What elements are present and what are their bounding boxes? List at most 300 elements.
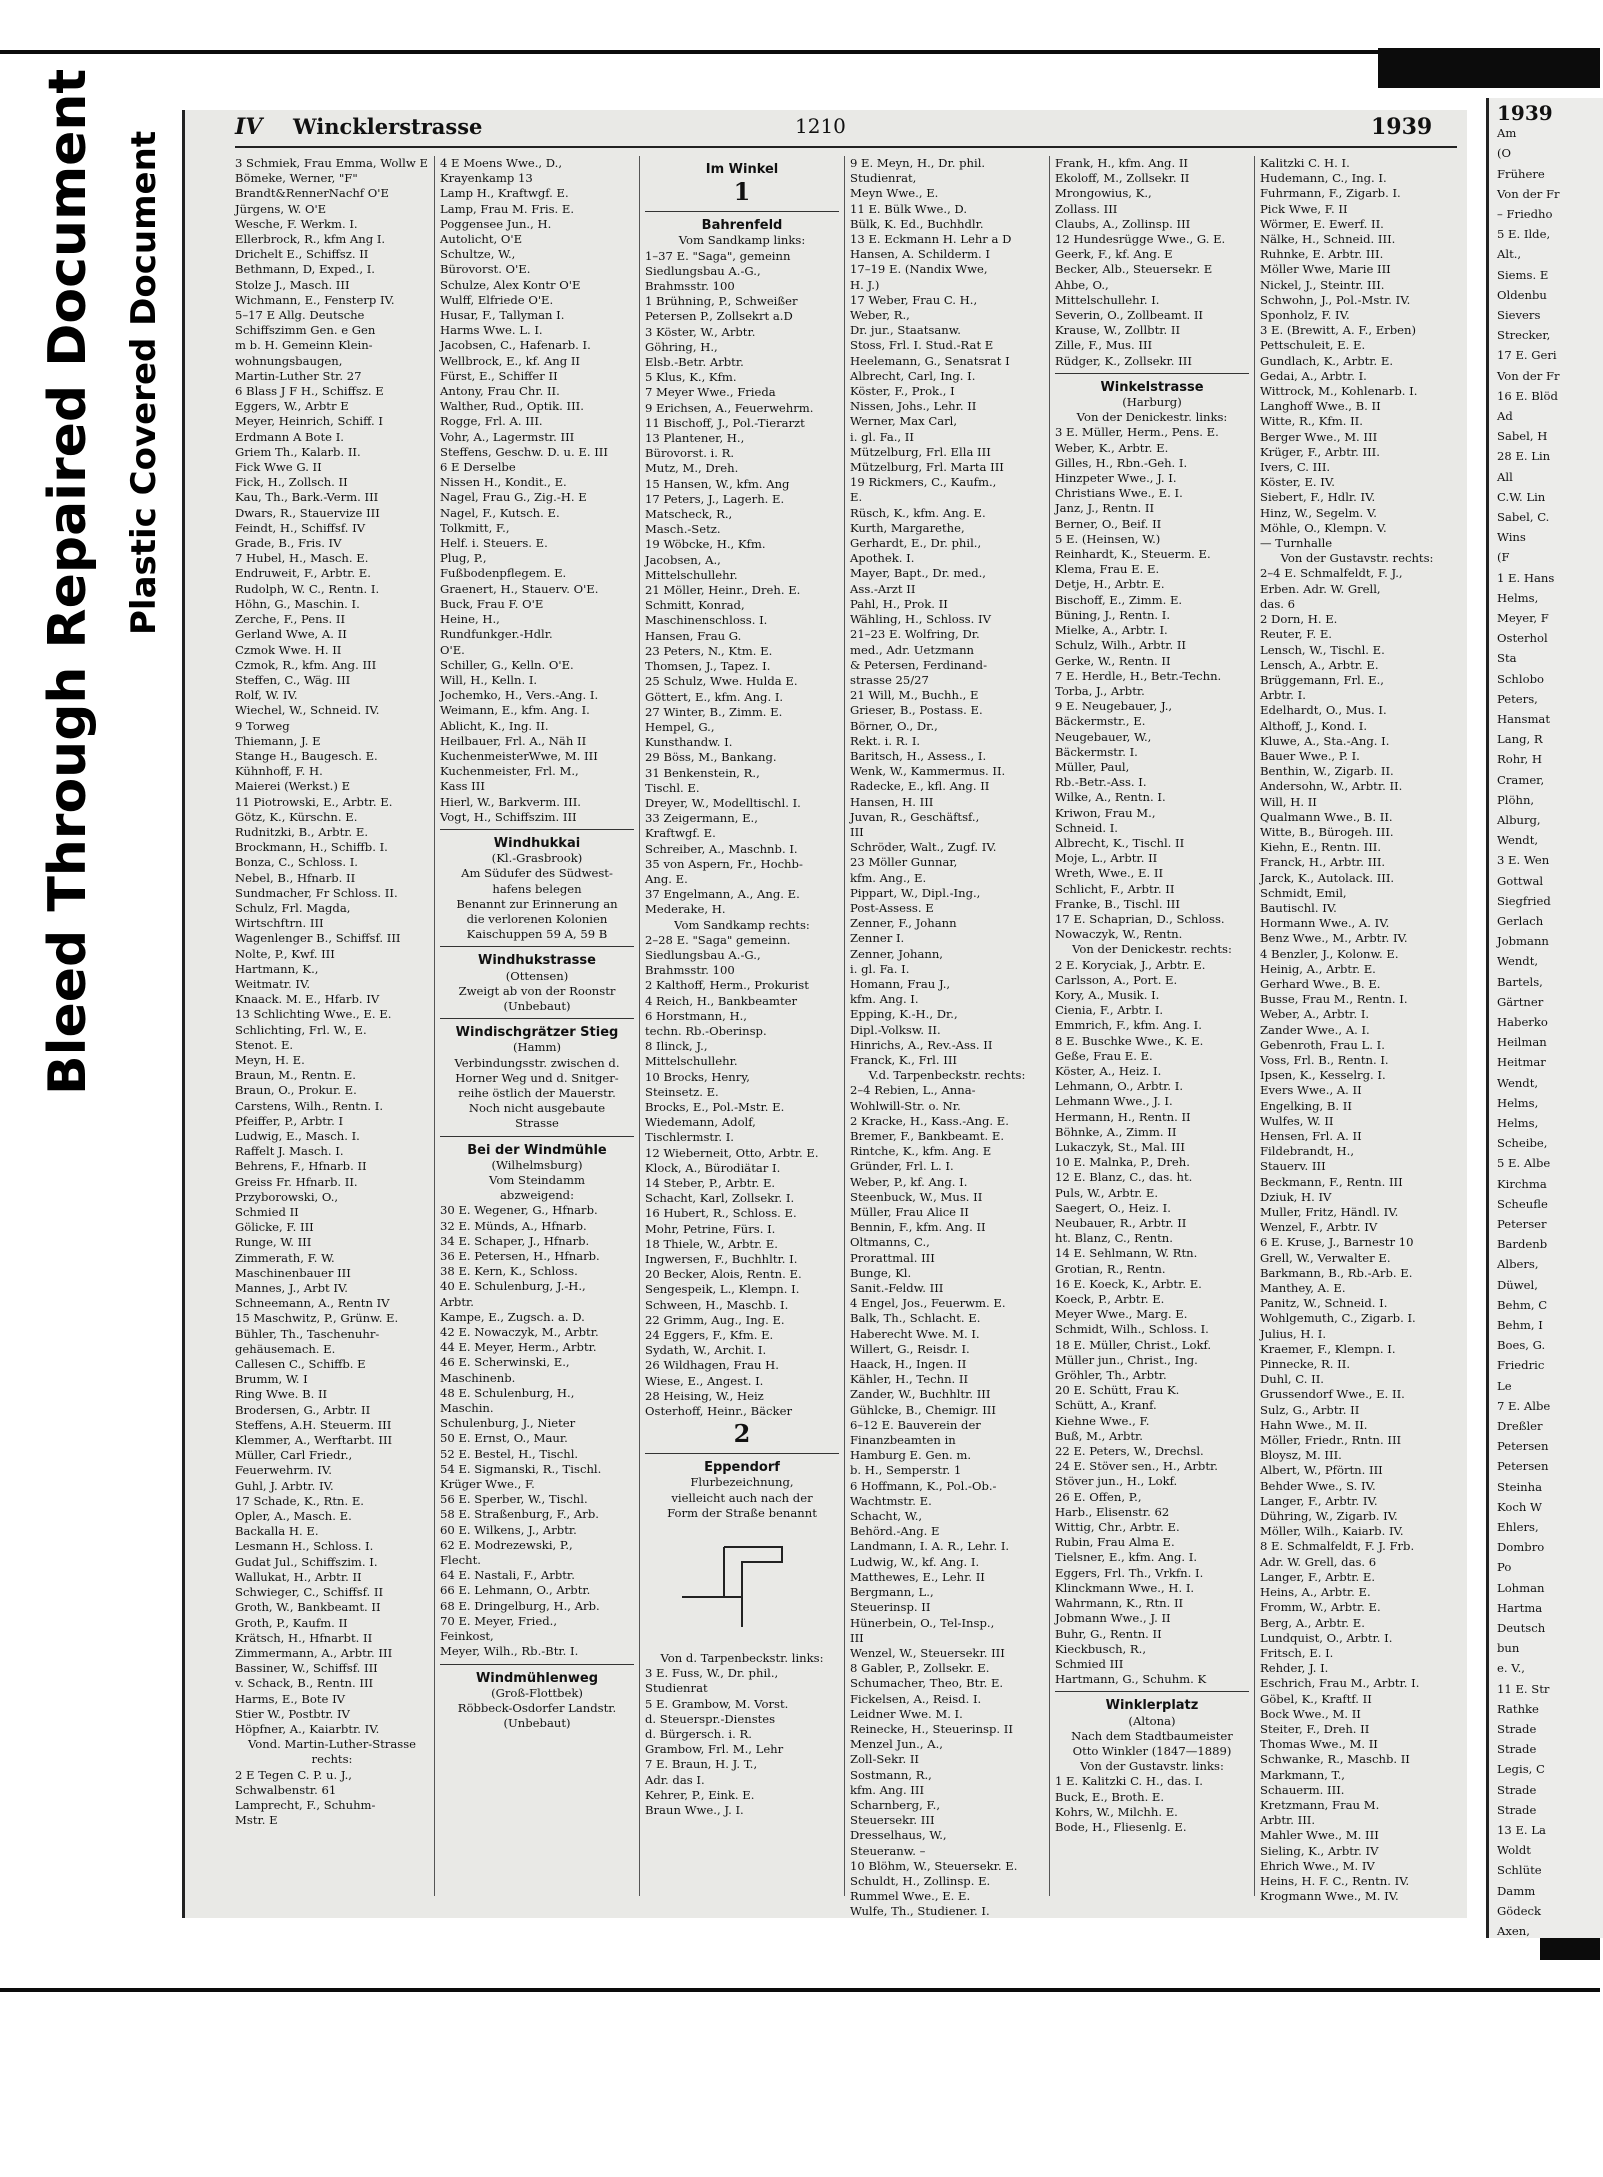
directory-entry: Finanzbeamten in (850, 1433, 956, 1448)
directory-entry: Arbtr. I. (1260, 688, 1306, 703)
directory-entry: Weitmatr. IV. (235, 976, 311, 991)
directory-entry: Jarck, K., Autolack. III. (1260, 870, 1395, 885)
directory-entry: 9 Erichsen, A., Feuerwehrm. (645, 400, 814, 415)
directory-entry: Nebel, B., Hfnarb. II (235, 870, 356, 885)
facing-page-text: Siegfried (1497, 893, 1551, 908)
facing-page-text: Gerlach (1497, 914, 1544, 928)
directory-entry: 13 Plantener, H., (645, 431, 745, 446)
directory-entry: vielleicht auch nach der (671, 1490, 813, 1505)
directory-entry: Meyn Wwe., E. (850, 186, 939, 201)
directory-entry: Ivers, C. III. (1260, 460, 1331, 475)
directory-entry: Rüdger, K., Zollsekr. III (1055, 353, 1192, 368)
directory-entry: die verlorenen Kolonien (466, 911, 608, 926)
directory-entry: Saegert, O., Heiz. I. (1055, 1200, 1171, 1215)
directory-entry: Noch nicht ausgebaute (468, 1101, 606, 1116)
facing-page-text: Strade (1497, 1742, 1537, 1757)
directory-entry: Fickelsen, A., Reisd. I. (850, 1691, 982, 1706)
directory-entry: 7 E. Herdle, H., Betr.-Techn. (1055, 668, 1222, 683)
directory-entry: Schacht, W., (850, 1509, 923, 1524)
directory-entry: Heins, H. F. C., Rentn. IV. (1260, 1873, 1410, 1888)
directory-entry: Brodersen, G., Arbtr. II (235, 1402, 371, 1417)
facing-page-text: Wendt, (1497, 833, 1539, 848)
directory-entry: Von d. Tarpenbeckstr. links: (660, 1651, 824, 1666)
facing-page-text: Rathke (1497, 1701, 1539, 1716)
facing-page-text: Woldt (1497, 1843, 1531, 1858)
directory-entry: 8 Ilinck, J., (645, 1039, 708, 1054)
directory-entry: — Turnhalle (1260, 536, 1333, 551)
facing-page-text: e. V., (1497, 1661, 1525, 1676)
directory-entry: Rudolph, W. C., Rentn. I. (235, 581, 380, 596)
directory-column (1260, 156, 1454, 1904)
facing-page-text: Sabel, H (1497, 429, 1548, 444)
directory-entry: Krüger Wwe., F. (440, 1477, 535, 1492)
directory-entry: KuchenmeisterWwe, M. III (440, 748, 598, 763)
facing-page-text: Schlobo (1497, 671, 1544, 686)
directory-entry: Bock Wwe., M. II (1260, 1706, 1361, 1721)
directory-entry: 5 E. (Heinsen, W.) (1055, 531, 1161, 546)
directory-entry: Kass III (440, 779, 485, 794)
directory-entry: 21 Will, M., Buchh., E (850, 688, 979, 703)
directory-entry: Grell, W., Verwalter E. (1260, 1250, 1391, 1265)
directory-entry: Nissen, Johs., Lehr. II (850, 399, 977, 414)
directory-entry: 4 Engel, Jos., Feuerwm. E. (850, 1296, 1006, 1311)
facing-page-text: 5 E. Albe (1497, 1156, 1551, 1171)
directory-entry: Bürovorst. O'E. (440, 262, 531, 277)
directory-entry: Walther, Rud., Optik. III. (440, 399, 584, 414)
facing-page-text: 13 E. La (1497, 1823, 1546, 1837)
directory-entry: Flurbezeichnung, (690, 1475, 794, 1490)
section-rule (645, 1453, 839, 1454)
directory-entry: 9 E. Neugebauer, J., (1055, 699, 1173, 714)
street-heading: Eppendorf (704, 1460, 780, 1476)
directory-entry: 50 E. Ernst, O., Maur. (440, 1431, 568, 1446)
directory-entry: Steffens, Geschw. D. u. E. III (440, 444, 608, 459)
directory-entry: Verbindungsstr. zwischen d. (454, 1055, 620, 1070)
facing-page-text: Helms, (1497, 590, 1539, 605)
directory-entry: Gilles, H., Rbn.-Geh. I. (1055, 455, 1188, 470)
directory-entry: Zenner, F., Johann (850, 916, 957, 931)
directory-entry: hafens belegen (492, 881, 582, 896)
facing-page-text: Behm, C (1497, 1297, 1548, 1312)
directory-entry: Hahn Wwe., M. II. (1260, 1417, 1368, 1432)
facing-page-text: Rohr, H (1497, 752, 1542, 767)
directory-entry: Benannt zur Erinnerung an (456, 896, 618, 911)
directory-entry: Benz Wwe., M., Arbtr. IV. (1260, 931, 1408, 946)
directory-entry: Knaack. M. E., Hfarb. IV (235, 992, 380, 1007)
directory-entry: Bischoff, E., Zimm. E. (1055, 592, 1183, 607)
directory-entry: Schlicht, F., Arbtr. II (1055, 881, 1175, 896)
directory-entry: 25 Schulz, Wwe. Hulda E. (645, 674, 798, 689)
street-sketch-map (662, 1527, 822, 1647)
directory-entry: Flecht. (440, 1553, 481, 1568)
directory-entry: Fick, H., Zollsch. II (235, 475, 348, 490)
directory-entry: Köster, A., Heiz. I. (1055, 1063, 1162, 1078)
directory-entry: Carstens, Wilh., Rentn. I. (235, 1098, 384, 1113)
directory-entry: 1–37 E. "Saga", gemeinn (645, 248, 791, 263)
directory-entry: Kohrs, W., Milchh. E. (1055, 1804, 1178, 1819)
directory-columns (235, 156, 1457, 1919)
directory-column (440, 156, 634, 1896)
directory-entry: Duhl, C. II. (1260, 1372, 1324, 1387)
directory-entry: Fuhrmann, F., Zigarb. I. (1260, 186, 1401, 201)
directory-entry: 42 E. Nowaczyk, M., Arbtr. (440, 1325, 599, 1340)
facing-page-text: Gottwal (1497, 873, 1544, 888)
directory-entry: Tischl. E. (645, 780, 700, 795)
directory-entry: Jacobsen, A., (645, 552, 721, 567)
directory-entry: Jacobsen, C., Hafenarb. I. (440, 338, 591, 353)
directory-entry: 9 Torweg (235, 718, 290, 733)
directory-entry: Feuerwehrm. IV. (235, 1463, 332, 1478)
directory-entry: Berg, A., Arbtr. E. (1260, 1615, 1365, 1630)
facing-page-text: Hartma (1497, 1600, 1543, 1615)
directory-entry: Steiter, F., Dreh. II (1260, 1721, 1370, 1736)
volume-number: IV (235, 114, 263, 140)
directory-entry: Mrongowius, K., (1055, 186, 1152, 201)
directory-entry: Dipl.-Volksw. II. (850, 1022, 941, 1037)
directory-entry: Zerche, F., Pens. II (235, 612, 346, 627)
directory-entry: Meyer, Wilh., Rb.-Btr. I. (440, 1644, 579, 1659)
directory-entry: Baritsch, H., Assess., I. (850, 748, 987, 763)
directory-entry: Von der Gustavstr. rechts: (1280, 551, 1434, 566)
directory-entry: Albrecht, K., Tischl. II (1055, 835, 1185, 850)
directory-entry: 11 E. Bülk Wwe., D. (850, 201, 968, 216)
scan-edge-top-right (1378, 48, 1600, 88)
directory-entry: Wallukat, H., Arbtr. II (235, 1569, 362, 1584)
directory-entry: Meyer, Heinrich, Schiff. I (235, 414, 383, 429)
directory-entry: Willert, G., Reisdr. I. (850, 1341, 970, 1356)
directory-entry: 17 Schade, K., Rtn. E. (235, 1493, 364, 1508)
directory-entry: Steueranw. – (850, 1843, 926, 1858)
facing-page-text: 1 E. Hans (1497, 570, 1555, 585)
directory-entry: Hormann Wwe., A. IV. (1260, 916, 1390, 931)
directory-entry: Brocks, E., Pol.-Mstr. E. (645, 1099, 785, 1114)
directory-entry: Brüggemann, Frl. E., (1260, 672, 1384, 687)
facing-page-text: 7 E. Albe (1497, 1398, 1551, 1413)
directory-entry: 4 Reich, H., Bankbeamter (645, 993, 798, 1008)
directory-entry: Leidner Wwe. M. I. (850, 1706, 963, 1721)
directory-entry: Reuter, F. E. (1260, 627, 1332, 642)
directory-entry: 62 E. Modrezewski, P., (440, 1537, 573, 1552)
directory-entry: 60 E. Wilkens, J., Arbtr. (440, 1522, 577, 1537)
directory-entry: Kieckbusch, R., (1055, 1641, 1147, 1656)
directory-entry: Schmidt, Emil, (1260, 885, 1347, 900)
directory-entry: Rolf, W. IV. (235, 688, 298, 703)
facing-page-text: Ad (1497, 409, 1513, 423)
directory-entry: Steffen, C., Wäg. III (235, 672, 351, 687)
directory-entry: Hartmann, K., (235, 961, 319, 976)
directory-entry: Lehmann, O., Arbtr. I. (1055, 1079, 1184, 1094)
directory-entry: Braun, O., Prokur. E. (235, 1083, 357, 1098)
street-heading: Windischgrätzer Stieg (455, 1025, 619, 1041)
directory-entry: 10 Brocks, Henry, (645, 1069, 750, 1084)
facing-page-text: Lohman (1497, 1580, 1545, 1595)
directory-entry: 15 Maschwitz, P., Grünw. E. (235, 1311, 399, 1326)
directory-entry: Bäckermstr., E. (1055, 714, 1146, 729)
directory-entry: 8 E. Buschke Wwe., K. E. (1055, 1033, 1204, 1048)
directory-entry: Becker, Alb., Steuersekr. E (1055, 262, 1213, 277)
directory-entry: Müller, Frau Alice II (850, 1205, 969, 1220)
directory-entry: Julius, H. I. (1260, 1326, 1327, 1341)
directory-entry: Dziuk, H. IV (1260, 1189, 1332, 1204)
directory-entry: Koeck, P., Arbtr. E. (1055, 1292, 1165, 1307)
directory-entry: Gerke, W., Rentn. II (1055, 653, 1171, 668)
directory-entry: Franck, K., Frl. III (850, 1052, 957, 1067)
directory-entry: Müller, Carl Friedr., (235, 1448, 353, 1463)
facing-page-text: Scheibe, (1497, 1136, 1548, 1151)
directory-entry: Schuldt, H., Zollinsp. E. (850, 1873, 991, 1888)
directory-entry: Gedai, A., Arbtr. I. (1260, 368, 1367, 383)
directory-entry: 3 Köster, W., Arbtr. (645, 324, 756, 339)
directory-entry: Schulz, Wilh., Arbtr. II (1055, 638, 1187, 653)
directory-entry: 12 Wieberneit, Otto, Arbtr. E. (645, 1145, 819, 1160)
directory-entry: Wirtschftrn. III (235, 916, 324, 931)
facing-page-text: Strecker, (1497, 328, 1551, 343)
directory-entry: Edelhardt, O., Mus. I. (1260, 703, 1387, 718)
section-rule (440, 1136, 634, 1137)
directory-entry: Hansen, A. Schilderm. I (850, 247, 990, 262)
directory-entry: Kluwe, A., Sta.-Ang. I. (1260, 733, 1390, 748)
directory-entry: (Harburg) (1122, 395, 1182, 410)
directory-entry: Christians Wwe., E. I. (1055, 486, 1183, 501)
directory-entry: Wittrock, M., Kohlenarb. I. (1260, 384, 1418, 399)
directory-entry: Weber, P., kf. Ang. I. (850, 1174, 968, 1189)
directory-entry: Jochemko, H., Vers.-Ang. I. (440, 688, 599, 703)
plastic-covered-label: Plastic Covered Document (124, 130, 164, 635)
directory-entry: Ludwig, E., Masch. I. (235, 1129, 360, 1143)
facing-page-text: Dombro (1497, 1540, 1545, 1555)
directory-entry: Neugebauer, W., (1055, 729, 1152, 744)
directory-entry: Vogt, H., Schiffszim. III (440, 809, 577, 824)
directory-entry: Schiffszimm Gen. e Gen (235, 323, 376, 338)
directory-entry: Mederake, H. (645, 902, 726, 917)
facing-page-text: Helms, (1497, 1095, 1539, 1110)
directory-entry: Wähling, H., Schloss. IV (850, 612, 991, 627)
facing-page-text: Strade (1497, 1722, 1537, 1736)
directory-entry: Feinkost, (440, 1629, 494, 1644)
directory-entry: Gölicke, F. III (235, 1220, 314, 1235)
directory-entry: Schmied III (1055, 1656, 1124, 1671)
directory-entry: Geße, Frau E. E. (1055, 1048, 1153, 1063)
directory-entry: Rb.-Betr.-Ass. I. (1055, 775, 1147, 790)
facing-page-text: Strade (1497, 1782, 1537, 1797)
directory-entry: 5–17 E Allg. Deutsche (235, 308, 365, 323)
directory-entry: Gundlach, K., Arbtr. E. (1260, 353, 1394, 368)
facing-page-text: Sta (1497, 651, 1517, 666)
directory-entry: Rubin, Frau Alma E. (1055, 1535, 1175, 1550)
directory-entry: Jürgens, W. O'E (235, 201, 327, 216)
directory-entry: Adr. W. Grell, das. 6 (1260, 1554, 1377, 1569)
directory-entry: Will, H. II (1260, 794, 1317, 809)
directory-entry: Heinig, A., Arbtr. E. (1260, 961, 1376, 976)
directory-entry: Poggensee Jun., H. (440, 216, 552, 231)
facing-page-text: (F (1497, 550, 1510, 565)
scan-edge-bottom (0, 1988, 1600, 1992)
directory-entry: Wichmann, E., Fensterp IV. (235, 292, 395, 307)
directory-entry: Feindt, H., Schiffsf. IV (235, 520, 366, 535)
directory-entry: Dresselhaus, W., (850, 1828, 947, 1843)
directory-entry: Adr. das I. (645, 1772, 705, 1787)
directory-entry: Lukaczyk, St., Mal. III (1055, 1140, 1185, 1154)
directory-entry: Kraftwgf. E. (645, 826, 716, 841)
directory-entry: 22 E. Peters, W., Drechsl. (1055, 1444, 1204, 1459)
directory-entry: Gröhler, Th., Arbtr. (1055, 1368, 1167, 1383)
facing-page-text: Haberko (1497, 1015, 1548, 1029)
directory-entry: Janz, J., Rentn. II (1055, 501, 1155, 516)
directory-entry: Stange H., Baugesch. E. (235, 748, 378, 763)
directory-entry: Benthin, W., Zigarb. II. (1260, 764, 1394, 779)
directory-entry: 6–12 E. Bauverein der (850, 1417, 981, 1432)
directory-entry: 31 Benkenstein, R., (645, 765, 760, 780)
directory-entry: Siedlungsbau A.-G., (645, 947, 761, 962)
directory-entry: Thomas Wwe., M. II (1260, 1737, 1378, 1752)
directory-entry: Wenk, W., Kammermus. II. (850, 764, 1006, 779)
directory-entry: Wenzel, F., Arbtr. IV (1260, 1220, 1378, 1235)
directory-entry: Matthewes, E., Lehr. II (850, 1569, 985, 1584)
directory-entry: Scharnberg, F., (850, 1797, 941, 1812)
directory-entry: Göbel, K., Kraftf. II (1260, 1691, 1372, 1706)
facing-page-text: Albers, (1497, 1257, 1539, 1272)
directory-entry: Czmok, R., kfm. Ang. III (235, 657, 377, 672)
directory-entry: 13 E. Eckmann H. Lehr a D (850, 232, 1012, 247)
directory-entry: Höhn, G., Maschin. I. (235, 596, 360, 611)
directory-entry: Schwalbenstr. 61 (235, 1782, 337, 1797)
directory-entry: Zander Wwe., A. I. (1260, 1022, 1370, 1037)
directory-entry: 8 E. Schmalfeldt, F. J. Frb. (1260, 1539, 1415, 1554)
directory-entry: (Altona) (1128, 1713, 1176, 1728)
directory-entry: 68 E. Dringelburg, H., Arb. (440, 1598, 600, 1613)
directory-entry: Runge, W. III (235, 1235, 312, 1250)
directory-entry: Grotian, R., Rentn. (1055, 1261, 1166, 1276)
directory-entry: 6 Blass J F H., Schiffsz. E (235, 384, 384, 399)
directory-entry: Franke, B., Tischl. III (1055, 896, 1180, 911)
directory-entry: Backalla H. E. (235, 1524, 319, 1539)
directory-entry: Jobmann Wwe., J. II (1055, 1611, 1171, 1626)
directory-entry: Mielke, A., Arbtr. I. (1055, 623, 1168, 638)
directory-entry: Czmok Wwe. H. II (235, 642, 342, 657)
directory-entry: Nälke, H., Schneid. III. (1260, 232, 1396, 247)
directory-entry: Studienrat, (850, 171, 917, 186)
directory-entry: 37 Engelmann, A., Ang. E. (645, 887, 800, 902)
directory-entry: techn. Rb.-Oberinsp. (645, 1023, 767, 1038)
facing-page-text: Bartels, (1497, 974, 1543, 989)
directory-entry: Möller Wwe, Marie III (1260, 262, 1391, 277)
directory-entry: Buß, M., Arbtr. (1055, 1428, 1143, 1443)
directory-entry: Juvan, R., Geschäftsf., (850, 809, 980, 824)
directory-entry: Stauerv. III (1260, 1159, 1326, 1174)
directory-entry: Brumm, W. I (235, 1372, 308, 1387)
street-heading: Windhukstrasse (478, 953, 596, 969)
directory-entry: strasse 25/27 (850, 672, 929, 687)
directory-entry: Hudemann, C., Ing. I. (1260, 171, 1387, 186)
directory-entry: Fromm, W., Arbtr. E. (1260, 1600, 1381, 1615)
directory-entry: Autolicht, O'E (440, 232, 523, 247)
directory-entry: III (850, 1630, 864, 1645)
directory-entry: Klemmer, A., Werftarbt. III (235, 1433, 393, 1448)
directory-entry: Börner, O., Dr., (850, 718, 938, 733)
directory-entry: Cienia, F., Arbtr. I. (1055, 1003, 1164, 1018)
directory-entry: Osterhoff, Heinr., Bäcker (645, 1404, 792, 1419)
directory-entry: Sengespeik, L., Klempn. I. (645, 1282, 800, 1297)
facing-page-text: Sievers (1497, 308, 1541, 322)
facing-page-text: Plöhn, (1497, 792, 1535, 807)
facing-page-text: Behm, I (1497, 1318, 1543, 1332)
directory-entry: Albert, W., Pförtn. III (1260, 1463, 1383, 1478)
directory-entry: 8 Gabler, P., Zollsekr. E. (850, 1661, 990, 1676)
directory-entry: & Petersen, Ferdinand- (850, 657, 987, 672)
directory-entry: Kory, A., Musik. I. (1055, 987, 1160, 1002)
directory-entry: 14 Steber, P., Arbtr. E. (645, 1176, 776, 1190)
directory-entry: III (850, 824, 864, 839)
directory-entry: Langer, F., Arbtr. IV. (1260, 1493, 1378, 1508)
directory-entry: (Unbebaut) (503, 1716, 571, 1731)
directory-entry: Sydath, W., Archit. I. (645, 1343, 767, 1358)
directory-entry: wohnungsbaugen, (235, 353, 343, 368)
directory-entry: Sanit.-Feldw. III (850, 1281, 944, 1296)
directory-entry: Opler, A., Masch. E. (235, 1509, 352, 1524)
directory-entry: Braun Wwe., J. I. (645, 1803, 744, 1818)
facing-page-text: Wins (1497, 530, 1526, 545)
directory-entry: Wittig, Chr., Arbtr. E. (1055, 1520, 1180, 1535)
directory-entry: O'E. (440, 642, 465, 657)
directory-entry: Lensch, W., Tischl. E. (1260, 642, 1385, 657)
directory-entry: Zoll-Sekr. II (850, 1752, 919, 1767)
directory-column (235, 156, 429, 1896)
directory-entry: 36 E. Petersen, H., Hfnarb. (440, 1249, 600, 1264)
facing-page-text: Damm (1497, 1883, 1536, 1898)
directory-entry: Fürst, E., Schiffer II (440, 368, 558, 383)
directory-entry: Andersohn, W., Arbtr. II. (1260, 779, 1403, 794)
directory-entry: 66 E. Lehmann, O., Arbtr. (440, 1583, 591, 1598)
directory-entry: 46 E. Scherwinski, E., (440, 1355, 570, 1370)
directory-entry: 17 Peters, J., Lagerh. E. (645, 491, 785, 506)
directory-entry: 1 E. Kalitzki C. H., das. I. (1055, 1774, 1203, 1789)
directory-entry: Harms Wwe. L. I. (440, 323, 543, 338)
directory-entry: Form der Straße benannt (667, 1505, 817, 1520)
directory-entry: Oltmanns, C., (850, 1235, 930, 1250)
directory-entry: Krätsch, H., Hfnarbt. II (235, 1630, 373, 1645)
directory-entry: med., Adr. Uetzmann (850, 642, 975, 657)
directory-entry: Kraemer, F., Klempn. I. (1260, 1341, 1396, 1356)
directory-entry: 29 Böss, M., Bankang. (645, 750, 777, 765)
facing-page-text: Frühere (1497, 166, 1545, 181)
directory-entry: Busse, Frau M., Rentn. I. (1260, 992, 1408, 1007)
directory-entry: 17 Weber, Frau C. H., (850, 292, 978, 307)
directory-entry: Bäckermstr. I. (1055, 744, 1138, 759)
column-divider (844, 156, 845, 1896)
directory-entry: 7 E. Braun, H. J. T., (645, 1757, 758, 1772)
directory-entry: Pfeiffer, P., Arbtr. I (235, 1113, 344, 1128)
directory-entry: Siedlungsbau A.-G., (645, 263, 761, 278)
directory-entry: 1 (733, 177, 751, 207)
directory-entry: kfm. Ang. I. (850, 992, 919, 1007)
directory-entry: Berger Wwe., M. III (1260, 429, 1378, 444)
directory-column (850, 156, 1044, 1919)
directory-entry: Lamprecht, F., Schuhm- (235, 1797, 376, 1812)
directory-entry: Zollass. III (1055, 201, 1118, 216)
facing-page-text: Cramer, (1497, 772, 1545, 787)
directory-entry: Zimmermann, A., Arbtr. III (235, 1645, 393, 1660)
street-heading: Bahrenfeld (701, 218, 783, 234)
facing-page-text: Am (1497, 126, 1517, 141)
facing-page-text: Kirchma (1497, 1176, 1547, 1191)
directory-entry: Hensen, Frl. A. II (1260, 1129, 1362, 1143)
directory-entry: Gründer, Frl. L. I. (850, 1159, 954, 1174)
directory-entry: Steuersekr. III (850, 1813, 935, 1828)
directory-entry: Götz, K., Kürschn. E. (235, 809, 358, 824)
directory-entry: Witte, B., Bürogeh. III. (1260, 824, 1394, 839)
facing-page-text: (O (1497, 146, 1512, 161)
directory-entry: Apothek. I. (850, 551, 915, 566)
